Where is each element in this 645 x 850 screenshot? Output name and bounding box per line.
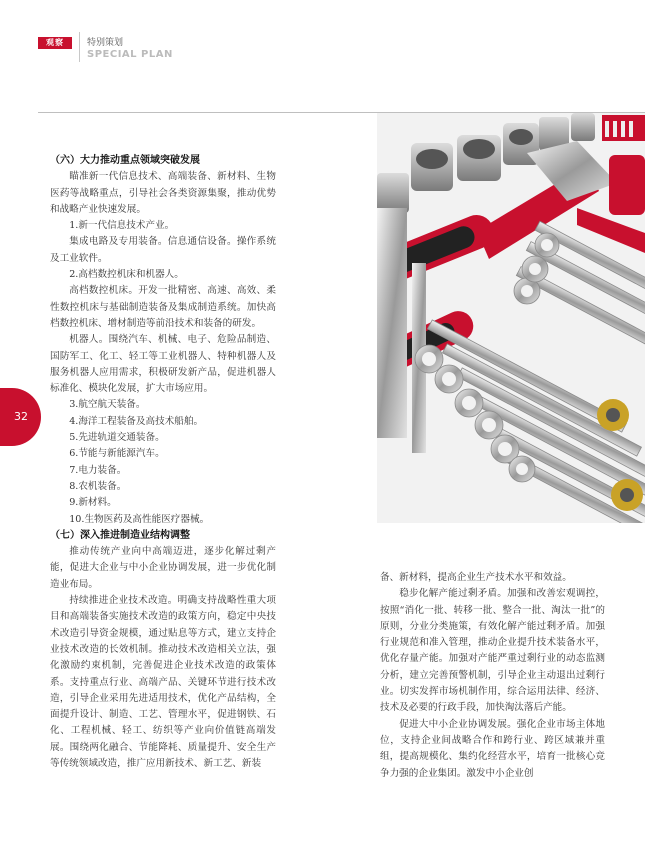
- list-item: 7.电力装备。: [69, 464, 127, 476]
- section-heading: （七）深入推进制造业结构调整: [50, 529, 190, 541]
- list-item: 5.先进轨道交通装备。: [69, 432, 165, 444]
- paragraph: 推动传统产业向中高端迈进，逐步化解过剩产能，促进大企业与中小企业协调发展，进一步优化制造业布局。: [50, 546, 276, 590]
- list-item: 1.新一代信息技术产业。: [69, 220, 175, 232]
- list-item: 6.节能与新能源汽车。: [69, 448, 165, 460]
- list-item: 8.农机装备。: [69, 480, 127, 492]
- paragraph: 机器人。围绕汽车、机械、电子、危险品制造、国防军工、化工、轻工等工业机器人、特种机器人及服务机器人应用需求，积极研发新产品，促进机器人标准化、模块化发展，扩大市场应用。: [50, 334, 276, 395]
- paragraph: 瞄准新一代信息技术、高端装备、新材料、生物医药等战略重点，引导社会各类资源集聚，推动优势和战略产业快速发展。: [50, 171, 276, 215]
- paragraph: 备、新材料，提高企业生产技术水平和效益。: [380, 572, 572, 583]
- header-divider: [79, 32, 80, 62]
- list-item: 2.高档数控机床和机器人。: [69, 269, 184, 281]
- section-title-cn: 特别策划: [87, 38, 124, 48]
- wrench-set-illustration: [377, 113, 645, 523]
- page-number: 32: [14, 410, 28, 423]
- paragraph: 促进大中小企业协调发展。强化企业市场主体地位，支持企业间战略合作和跨行业、跨区域兼并重组，提高规模化、集约化经营水平，培育一批核心竞争力强的企业集团。激发中小企业创: [380, 718, 605, 779]
- section-title-en: SPECIAL PLAN: [87, 49, 173, 60]
- list-item: 3.航空航天装备。: [69, 399, 146, 411]
- tools-photo: [377, 113, 645, 523]
- list-item: 4.海洋工程装备及高技术船舶。: [69, 415, 204, 427]
- paragraph: 集成电路及专用装备。信息通信设备。操作系统及工业软件。: [50, 236, 276, 264]
- section-heading: （六）大力推动重点领域突破发展: [50, 155, 200, 166]
- list-item: 10.生物医药及高性能医疗器械。: [69, 513, 210, 525]
- right-text-column: [380, 570, 605, 782]
- paragraph: 持续推进企业技术改造。明确支持战略性重大项目和高端装备实施技术改造的政策方向，稳定中央技术改造引导资金规模，通过贴息等方式，建立支持企业技术改造的长效机制。推动技术改造相关立法，强化激励约束机制，完善促进企业技术改造的政策体系。支持重点行业、高端产品、关键环节进行技术改造，引导企业采用先进适用技术，优化产品结构，全面提升设计、制造、工艺、管理水平，促进钢铁、石化、工程机械、轻工、纺织等产业向价值链高端发展。围绕两化融合、节能降耗、质量提升、安全生产等传统领域改造，推广应用新技术、新工艺、新装: [50, 595, 276, 769]
- list-item: 9.新材料。: [69, 497, 117, 509]
- left-text-column: [50, 153, 276, 772]
- page-number-tab: [0, 388, 41, 446]
- paragraph: 稳步化解产能过剩矛盾。加强和改善宏观调控，按照“消化一批、转移一批、整合一批、淘汰一批”的原则，分业分类施策，有效化解产能过剩矛盾。加强行业规范和准入管理，推动企业提升技术装备水平，优化存量产能。加强对产能严重过剩行业的动态监测分析，建立完善预警机制，引导企业主动退出过剩行业。切实发挥市场机制作用，综合运用法律、经济、技术及必要的行政手段，加快淘汰落后产能。: [380, 588, 605, 714]
- paragraph: 高档数控机床。开发一批精密、高速、高效、柔性数控机床与基础制造装备及集成制造系统。加快高档数控机床、增材制造等前沿技术和装备的研发。: [50, 285, 276, 329]
- column-badge: 观察: [38, 37, 72, 49]
